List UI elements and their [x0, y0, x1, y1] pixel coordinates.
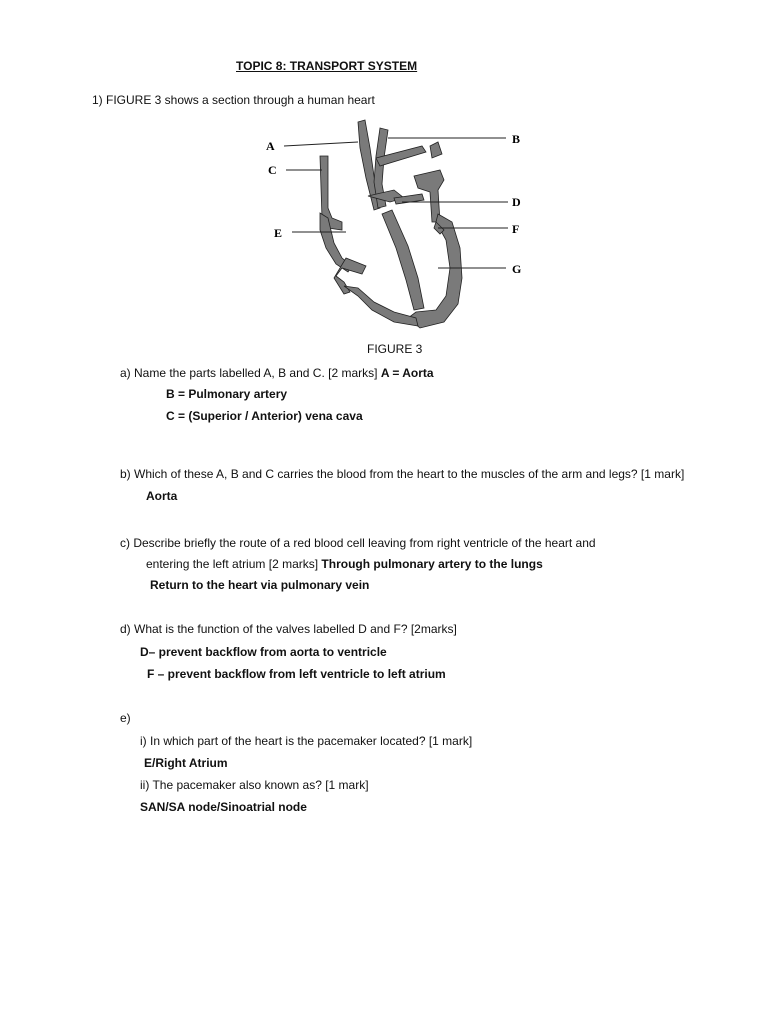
question-a-text: a) Name the parts labelled A, B and C. [2 marks] — [120, 366, 378, 380]
label-f: F — [512, 222, 520, 236]
question-a — [120, 366, 434, 380]
question-e-ii: ii) The pacemaker also known as? [1 mark] — [140, 778, 369, 792]
answer-b: B = Pulmonary artery — [166, 387, 288, 401]
answer-e-i: E/Right Atrium — [144, 756, 228, 770]
page-title: TOPIC 8: TRANSPORT SYSTEM — [236, 59, 418, 73]
answer-d-line2: F – prevent backflow from left ventricle to left atrium — [147, 667, 446, 681]
label-c: C — [268, 163, 277, 177]
answer-c-line1: Through pulmonary artery to the lungs — [321, 557, 543, 571]
question-c-text2: entering the left atrium [2 marks] — [146, 557, 319, 571]
heart-body — [320, 120, 462, 328]
question-e-label: e) — [120, 711, 131, 725]
heart-diagram — [262, 118, 552, 333]
question-intro: 1) FIGURE 3 shows a section through a human heart — [92, 93, 375, 107]
question-d: d) What is the function of the valves labelled D and F? [2marks] — [120, 622, 457, 636]
question-c: c) Describe briefly the route of a red blood cell leaving from right ventricle of the heart and — [120, 536, 596, 550]
answer-d-line1: D– prevent backflow from aorta to ventricle — [140, 645, 387, 659]
figure-caption: FIGURE 3 — [367, 342, 423, 356]
answer-e-ii: SAN/SA node/Sinoatrial node — [140, 800, 307, 814]
answer-a: A = Aorta — [380, 366, 434, 380]
label-e: E — [274, 226, 283, 240]
answer-question-b: Aorta — [146, 489, 178, 503]
label-b: B — [512, 132, 521, 146]
label-d: D — [512, 195, 521, 209]
label-a: A — [266, 139, 275, 153]
label-g: G — [512, 262, 522, 276]
question-c-line2 — [146, 557, 543, 571]
question-e-i: i) In which part of the heart is the pacemaker located? [1 mark] — [140, 734, 473, 748]
answer-c: C = (Superior / Anterior) vena cava — [166, 409, 363, 423]
question-b: b) Which of these A, B and C carries the blood from the heart to the muscles of the arm and legs? [1 mark] — [120, 467, 685, 481]
answer-c-line2: Return to the heart via pulmonary vein — [150, 578, 370, 592]
